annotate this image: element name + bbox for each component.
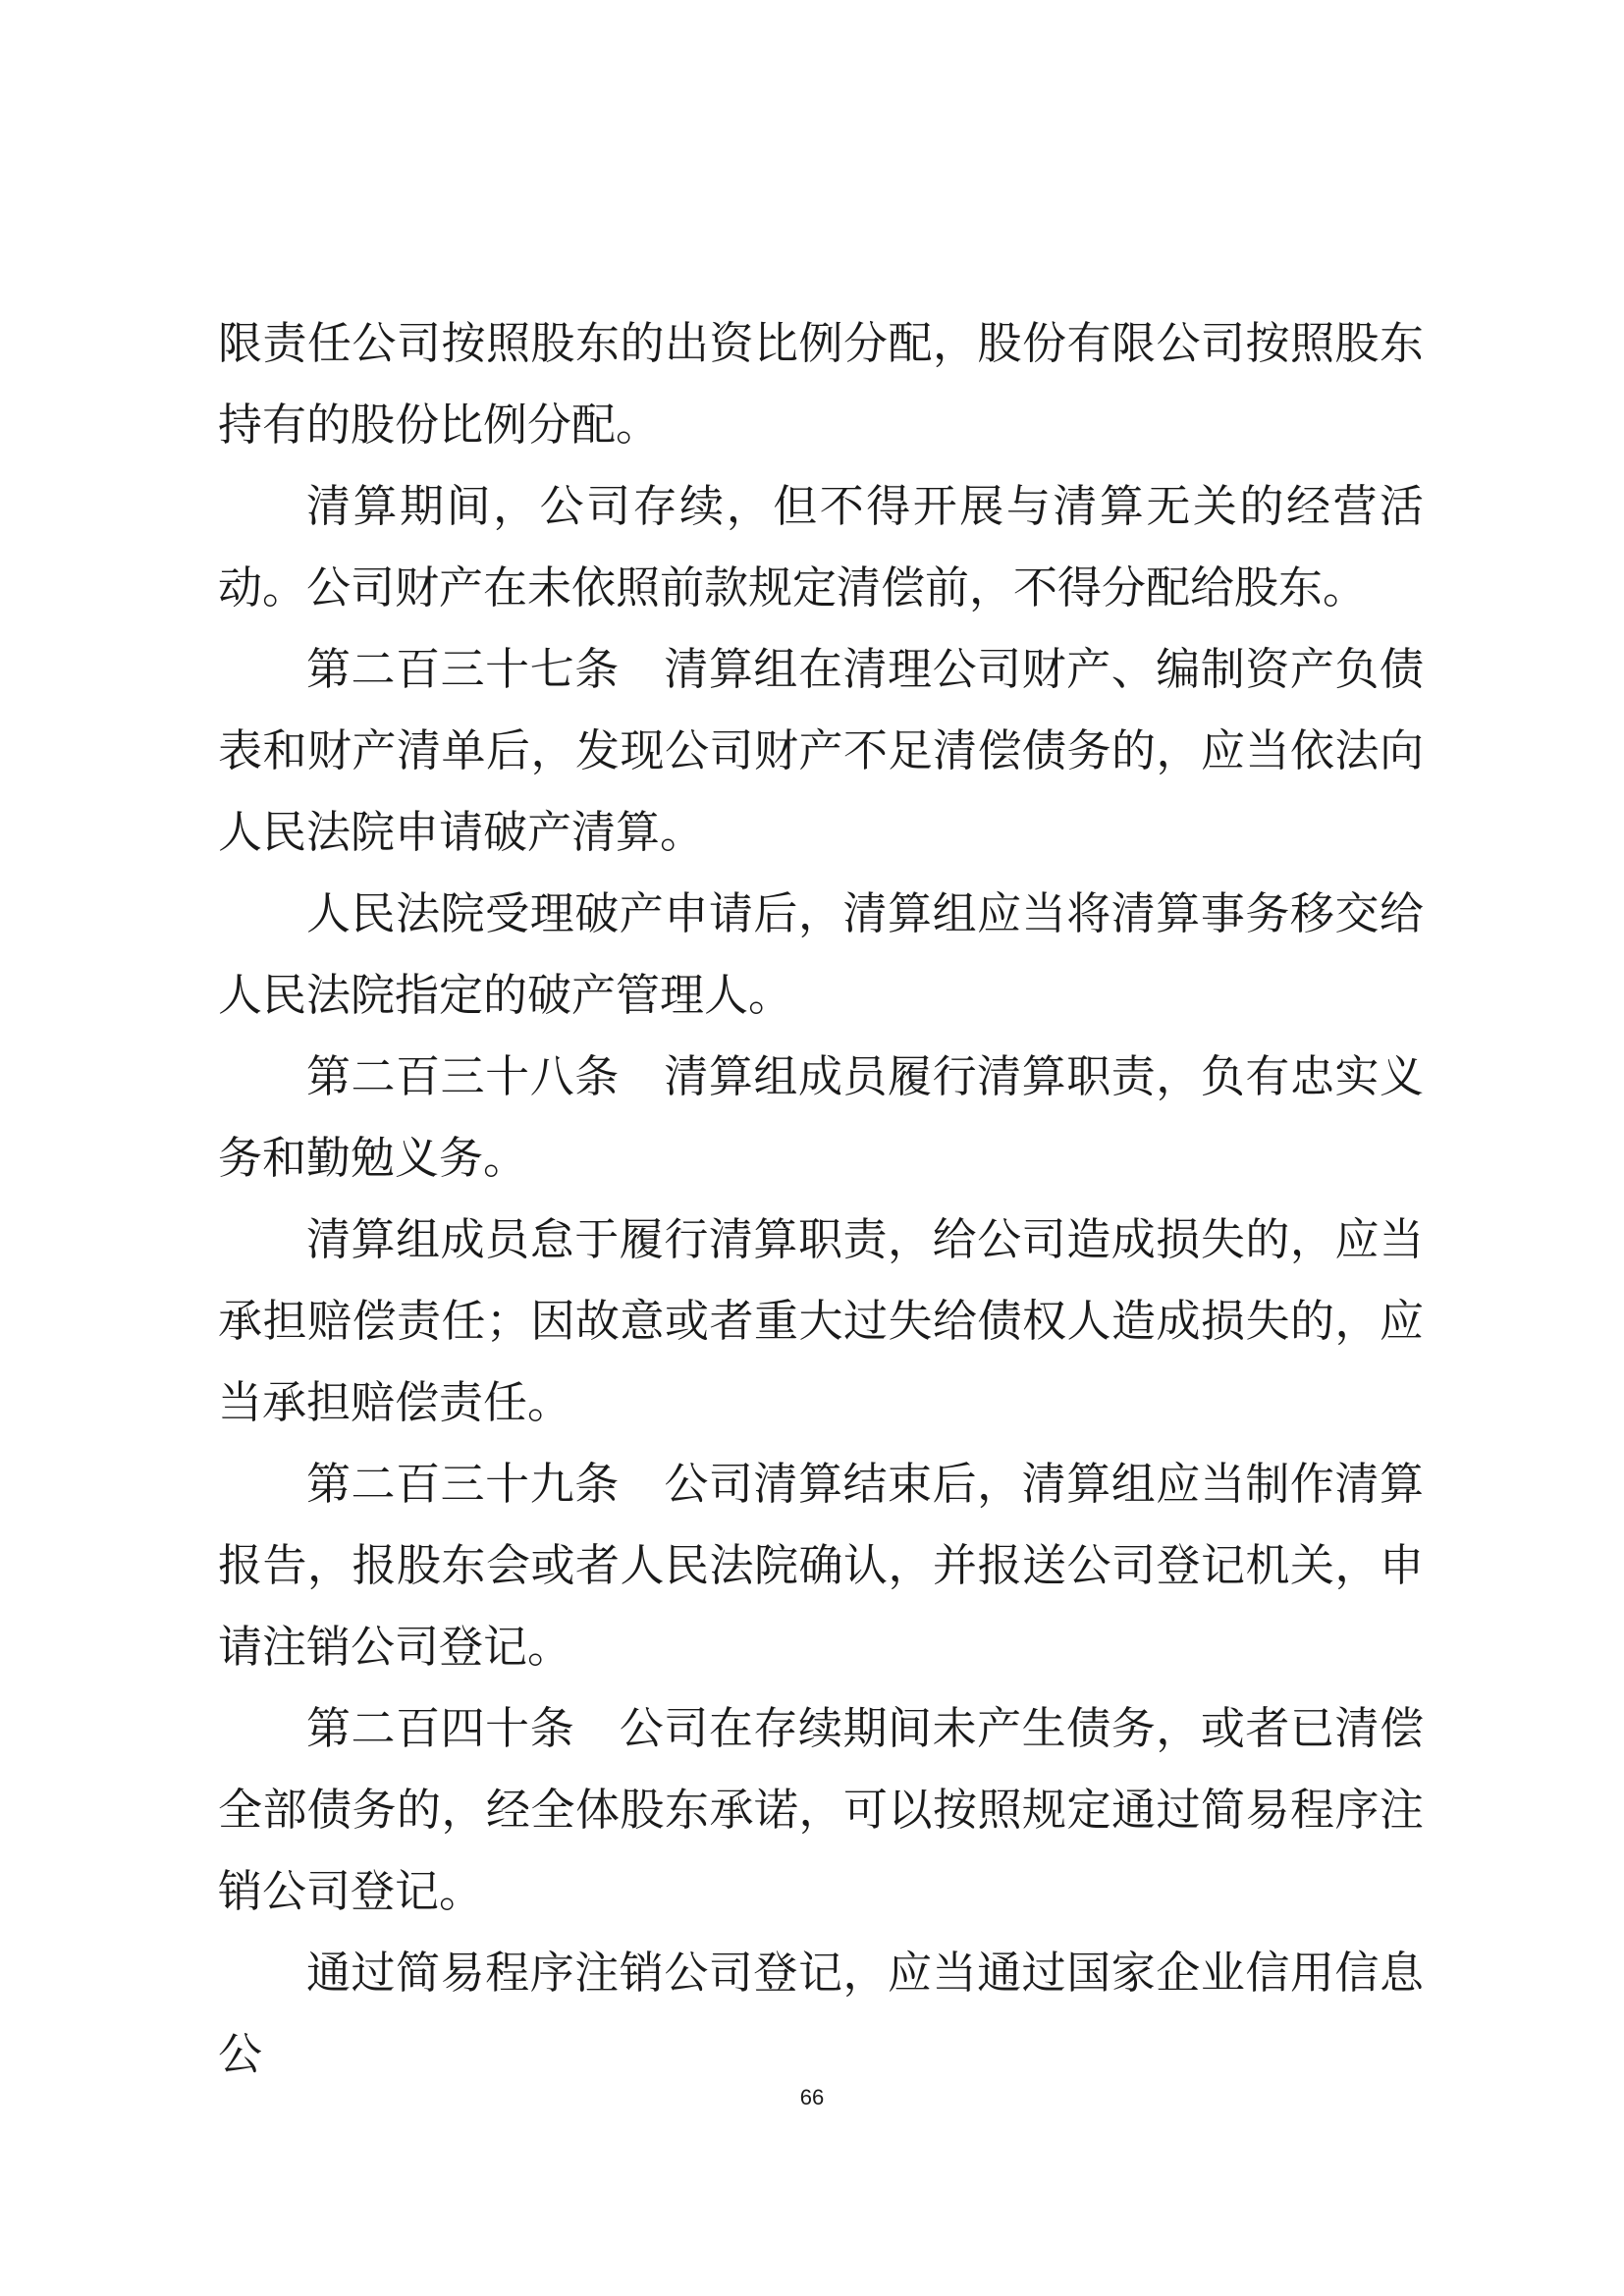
paragraph-continuation: 限责任公司按照股东的出资比例分配，股份有限公司按照股东持有的股份比例分配。: [218, 317, 1424, 451]
paragraph: 通过简易程序注销公司登记，应当通过国家企业信用信息公: [218, 1947, 1424, 2080]
article-237-paragraph: 第二百三十七条 清算组在清理公司财产、编制资产负债表和财产清单后，发现公司财产不足清偿债务的，应当依法向人民法院申请破产清算。: [218, 643, 1424, 858]
article-239-paragraph: 第二百三十九条 公司清算结束后，清算组应当制作清算报告，报股东会或者人民法院确认，并报送公司登记机关，申请注销公司登记。: [218, 1458, 1424, 1673]
document-body: [218, 302, 1424, 2095]
paragraph: 清算组成员怠于履行清算职责，给公司造成损失的，应当承担赔偿责任；因故意或者重大过失给债权人造成损失的，应当承担赔偿责任。: [218, 1213, 1424, 1428]
article-238-paragraph: 第二百三十八条 清算组成员履行清算职责，负有忠实义务和勤勉义务。: [218, 1050, 1424, 1184]
article-240-paragraph: 第二百四十条 公司在存续期间未产生债务，或者已清偿全部债务的，经全体股东承诺，可以按照规定通过简易程序注销公司登记。: [218, 1702, 1424, 1917]
paragraph: 人民法院受理破产申请后，清算组应当将清算事务移交给人民法院指定的破产管理人。: [218, 887, 1424, 1021]
paragraph: 清算期间，公司存续，但不得开展与清算无关的经营活动。公司财产在未依照前款规定清偿前，不得分配给股东。: [218, 480, 1424, 614]
page-number: 66: [799, 2085, 825, 2109]
